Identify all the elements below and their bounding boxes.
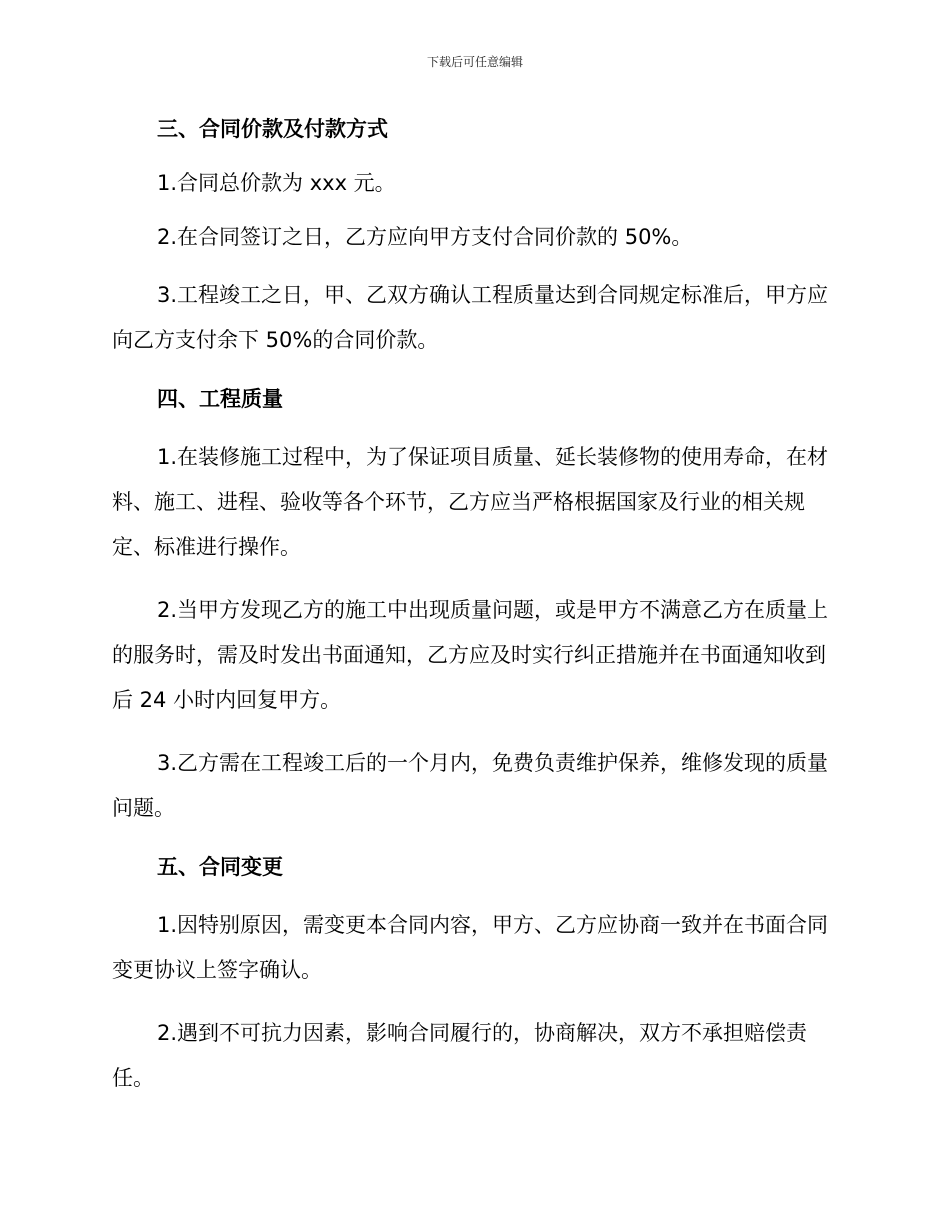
section-heading-payment: 三、合同价款及付款方式 — [157, 117, 388, 141]
paragraph: 2.当甲方发现乙方的施工中出现质量问题，或是甲方不满意乙方在质量上的服务时，需及时发出书面通知，乙方应及时实行纠正措施并在书面通知收到后 24 小时内回复甲方。 — [112, 598, 829, 712]
paragraph: 1.因特别原因，需变更本合同内容，甲方、乙方应协商一致并在书面合同变更协议上签字确认。 — [112, 913, 829, 982]
paragraph: 1.在装修施工过程中，为了保证项目质量、延长装修物的使用寿命，在材料、施工、进程、验收等各个环节，乙方应当严格根据国家及行业的相关规定、标准进行操作。 — [112, 445, 829, 559]
paragraph: 1.合同总价款为 xxx 元。 — [157, 171, 396, 195]
section-heading-change: 五、合同变更 — [157, 855, 283, 879]
paragraph: 2.遇到不可抗力因素，影响合同履行的，协商解决，双方不承担赔偿责任。 — [112, 1021, 808, 1090]
document-body — [112, 111, 832, 1101]
paragraph: 3.乙方需在工程竣工后的一个月内，免费负责维护保养，维修发现的质量问题。 — [112, 751, 829, 820]
paragraph: 3.工程竣工之日，甲、乙双方确认工程质量达到合同规定标准后，甲方应向乙方支付余下 50%的合同价款。 — [112, 283, 829, 352]
paragraph: 2.在合同签订之日，乙方应向甲方支付合同价款的 50%。 — [157, 225, 693, 249]
section-heading-quality: 四、工程质量 — [157, 387, 283, 411]
page-header-note: 下载后可任意编辑 — [426, 55, 523, 69]
